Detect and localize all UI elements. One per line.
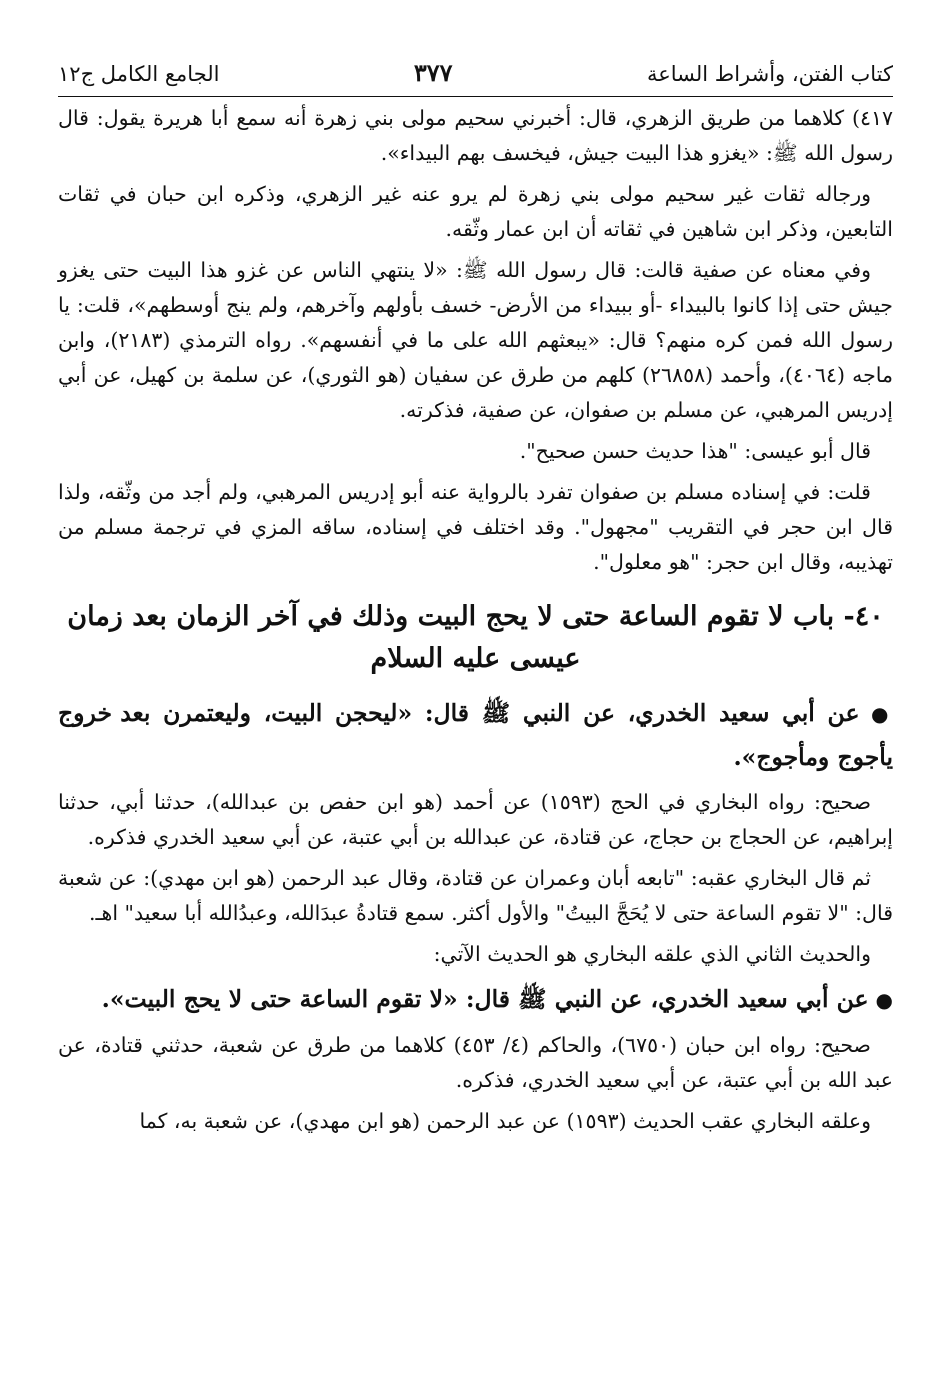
paragraph xyxy=(58,785,893,855)
text-line: قال أبو عيسى: "هذا حديث حسن صحيح". xyxy=(519,439,871,463)
paragraph xyxy=(58,1104,893,1139)
text-line: ٤١٧) كلاهما من طريق الزهري، قال: أخبرني سحيم مولى بني زهرة أنه سمع أبا هريرة يقول: xyxy=(96,106,893,130)
text-line: سعيد" اهـ. xyxy=(88,901,178,925)
text-line: وابن ماجه (٤٠٦٤)، وأحمد (٢٦٨٥٨) كلهم من طرق عن سفيان (هو الثوري)، عن سلمة بن xyxy=(58,328,893,387)
text-line: وذلك في آخر الزمان بعد زمان عيسى عليه السلام xyxy=(67,601,581,674)
text-line: التابعين، وذكر ابن شاهين في ثقاته أن ابن عمار وثّقه. xyxy=(445,217,893,241)
page-body xyxy=(58,97,893,1145)
bullet-icon: ● xyxy=(859,702,893,726)
text-line: ثم قال البخاري عقبه: "تابعه أبان وعمران عن قتادة، وقال عبد الرحمن (هو ابن مهدي): عن xyxy=(108,866,871,890)
text-line: صحيح: رواه البخاري في الحج (١٥٩٣) عن أحمد (هو ابن حفص بن عبدالله)، حدثنا أبي، xyxy=(109,790,871,814)
book-title: كتاب الفتن، وأشراط الساعة xyxy=(646,62,893,86)
paragraph xyxy=(58,434,893,469)
text-line: وعلقه البخاري عقب الحديث (١٥٩٣) عن عبد الرحمن (هو ابن مهدي)، عن شعبة به، كما xyxy=(139,1109,871,1133)
chapter-title xyxy=(58,596,893,680)
text-line: ولذا قال ابن حجر في التقريب "مجهول". وقد اختلف في إسناده، ساقه المزي في ترجمة مسلم xyxy=(58,480,893,539)
volume-label: الجامع الكامل ج١٢ xyxy=(58,62,220,86)
paragraph xyxy=(58,937,893,972)
paragraph xyxy=(58,101,893,171)
text-line: وفي معناه عن صفية قالت: قال رسول الله ﷺ: «لا ينتهي الناس عن غزو هذا البيت حتى يغزو xyxy=(58,258,871,282)
text-line: ٤٠- باب لا تقوم الساعة حتى لا يحج البيت xyxy=(417,601,884,632)
paragraph xyxy=(58,861,893,931)
hadith-text xyxy=(58,978,893,1022)
paragraph xyxy=(58,1028,893,1098)
text-line: عن أبي سعيد الخدري، عن النبي ﷺ قال: «لا تقوم الساعة حتى لا يحج البيت». xyxy=(101,985,869,1013)
text-line: ورجاله ثقات غير سحيم مولى بني زهرة لم يرو عنه غير الزهري، وذكره ابن حبان في ثقات xyxy=(58,182,871,206)
text-line: الخدري فذكره. xyxy=(87,825,215,849)
text-line: من تهذيبه، وقال ابن حجر: "هو معلول". xyxy=(58,515,893,574)
page-header xyxy=(58,58,893,97)
paragraph xyxy=(58,475,893,580)
text-line: قلت: يا رسول الله فمن كره منهم؟ قال: «يبعثهم الله على ما في أنفسهم». رواه الترمذي (٢١٨٣)، xyxy=(58,293,893,352)
paragraph xyxy=(58,253,893,428)
text-line: قتادة، عن عبد الله بن أبي عتبة، عن أبي سعيد الخدري، فذكره. xyxy=(58,1033,893,1092)
text-line: جيش حتى إذا كانوا بالبيداء -أو ببيداء من الأرض- خسف بأولهم وآخرهم، ولم ينج أوسطهم»، xyxy=(127,293,893,317)
book-page xyxy=(58,58,893,1145)
text-line: شعبة قال: "لا تقوم الساعة حتى لا يُحَجَّ البيتُ" والأول أكثر. سمع قتادةُ عبدَالله، وعبدُالله أبا xyxy=(58,866,893,925)
bullet-icon: ● xyxy=(868,988,893,1012)
text-line: قلت: في إسناده مسلم بن صفوان تفرد بالرواية عنه أبو إدريس المرهبي، ولم أجد من وثّقه، xyxy=(97,480,871,504)
hadith-text xyxy=(58,692,893,779)
paragraph xyxy=(58,177,893,247)
text-line: كهيل، عن أبي إدريس المرهبي، عن مسلم بن صفوان، عن صفية، فذكرته. xyxy=(58,363,893,422)
text-line: قال رسول الله ﷺ: «يغزو هذا البيت جيش، فيخسف بهم البيداء». xyxy=(58,106,893,165)
page-number: ٣٧٧ xyxy=(413,58,453,87)
text-line: حدثنا إبراهيم، عن الحجاج بن حجاج، عن قتادة، عن عبدالله بن أبي عتبة، عن أبي سعيد xyxy=(58,790,893,849)
text-line: عن أبي سعيد الخدري، عن النبي ﷺ قال: «ليحجن البيت، وليعتمرن بعد xyxy=(120,699,860,727)
text-line: صحيح: رواه ابن حبان (٦٧٥٠)، والحاكم (٤/ ٤٥٣) كلاهما من طرق عن شعبة، حدثني xyxy=(151,1033,871,1057)
text-line: خروج يأجوج ومأجوج». xyxy=(58,699,893,771)
text-line: والحديث الثاني الذي علقه البخاري هو الحديث الآتي: xyxy=(433,942,871,966)
